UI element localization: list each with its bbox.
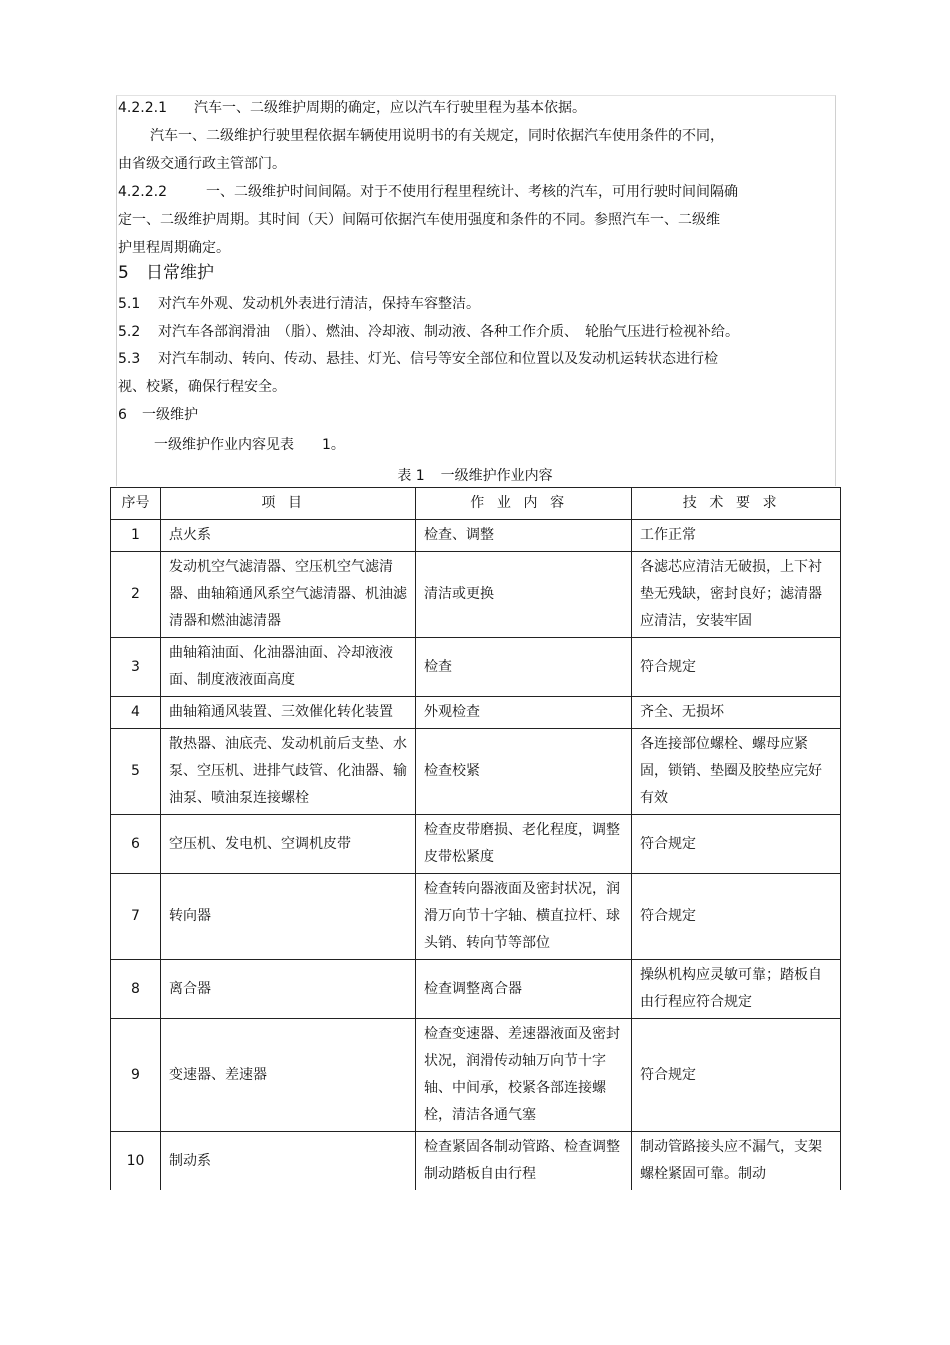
clause-5-1 xyxy=(118,295,480,313)
cell-no: 8 xyxy=(111,960,161,1019)
cell-item: 发动机空气滤清器、空压机空气滤清器、曲轴箱通风系空气滤清器、机油滤清器和燃油滤清器 xyxy=(161,552,416,638)
cell-requirement: 齐全、无损坏 xyxy=(632,697,841,729)
clause-number: 4.2.2.2 xyxy=(118,184,167,200)
table-caption-title: 一级维护作业内容 xyxy=(440,468,553,484)
column-header-item: 项目 xyxy=(161,488,416,520)
cell-work: 检查、调整 xyxy=(416,520,632,552)
cell-requirement: 符合规定 xyxy=(632,1019,841,1132)
cell-no: 1 xyxy=(111,520,161,552)
cell-no: 3 xyxy=(111,638,161,697)
column-header-requirement: 技术要求 xyxy=(632,488,841,520)
table-row xyxy=(111,638,841,697)
cell-item: 散热器、油底壳、发动机前后支垫、水泵、空压机、进排气歧管、化油器、输油泵、喷油泵连接螺栓 xyxy=(161,729,416,815)
table-row xyxy=(111,1132,841,1191)
table-row xyxy=(111,960,841,1019)
clause-number: 4.2.2.1 xyxy=(118,100,167,116)
section-title: 一级维护 xyxy=(142,407,198,423)
section-title: 日常维护 xyxy=(146,263,214,283)
cell-requirement: 各滤芯应清洁无破损，上下衬垫无残缺，密封良好；滤清器应清洁，安装牢固 xyxy=(632,552,841,638)
cell-work: 检查转向器液面及密封状况，润滑万向节十字轴、横直拉杆、球头销、转向节等部位 xyxy=(416,874,632,960)
paragraph-line: 汽车一、二级维护行驶里程依据车辆使用说明书的有关规定，同时依据汽车使用条件的不同， xyxy=(150,128,724,144)
cell-work: 检查变速器、差速器液面及密封状况，润滑传动轴万向节十字轴、中间承，校紧各部连接螺栓，清洁各通气塞 xyxy=(416,1019,632,1132)
cell-no: 2 xyxy=(111,552,161,638)
table-caption xyxy=(0,465,950,485)
paragraph-line: 视、校紧，确保行程安全。 xyxy=(118,379,286,395)
section-number: 6 xyxy=(118,407,127,423)
cell-item: 曲轴箱通风装置、三效催化转化装置 xyxy=(161,697,416,729)
cell-work: 检查紧固各制动管路、检查调整制动踏板自由行程 xyxy=(416,1132,632,1191)
paragraph-line: 护里程周期确定。 xyxy=(118,240,230,256)
paragraph-line: 定一、二级维护周期。其时间（天）间隔可依据汽车使用强度和条件的不同。参照汽车一、二级维 xyxy=(118,212,720,228)
column-header-work: 作业内容 xyxy=(416,488,632,520)
cell-item: 转向器 xyxy=(161,874,416,960)
cell-work: 检查皮带磨损、老化程度，调整皮带松紧度 xyxy=(416,815,632,874)
cell-requirement: 符合规定 xyxy=(632,874,841,960)
table-row xyxy=(111,1019,841,1132)
table-header-row xyxy=(111,488,841,520)
cell-requirement: 符合规定 xyxy=(632,815,841,874)
section-heading-5 xyxy=(118,264,214,282)
table-row xyxy=(111,729,841,815)
table-row xyxy=(111,874,841,960)
table-caption-label: 表 1 xyxy=(397,468,425,484)
cell-no: 6 xyxy=(111,815,161,874)
clause-number: 5.3 xyxy=(118,351,141,367)
table-row xyxy=(111,552,841,638)
cell-work: 检查 xyxy=(416,638,632,697)
column-header-no: 序号 xyxy=(111,488,161,520)
cell-requirement: 符合规定 xyxy=(632,638,841,697)
table-row xyxy=(111,520,841,552)
cell-item: 离合器 xyxy=(161,960,416,1019)
clause-number: 5.1 xyxy=(118,296,141,312)
cell-requirement: 制动管路接头应不漏气，支架螺栓紧固可靠。制动 xyxy=(632,1132,841,1191)
cell-no: 5 xyxy=(111,729,161,815)
cell-no: 7 xyxy=(111,874,161,960)
cell-item: 变速器、差速器 xyxy=(161,1019,416,1132)
cell-item: 点火系 xyxy=(161,520,416,552)
paragraph-text: 一、二级维护时间间隔。对于不使用行程里程统计、考核的汽车，可用行驶时间间隔确 xyxy=(206,184,738,200)
cell-work: 检查校紧 xyxy=(416,729,632,815)
clause-text: 对汽车制动、转向、传动、悬挂、灯光、信号等安全部位和位置以及发动机运转状态进行检 xyxy=(158,351,718,367)
cell-item: 制动系 xyxy=(161,1132,416,1191)
maintenance-table xyxy=(110,487,841,1190)
table-row xyxy=(111,697,841,729)
text-frame xyxy=(116,95,836,486)
cell-no: 9 xyxy=(111,1019,161,1132)
clause-number: 5.2 xyxy=(118,324,141,340)
clause-text: 对汽车各部润滑油 （脂）、燃油、冷却液、制动液、各种工作介质、 轮胎气压进行检视补给。 xyxy=(158,324,739,340)
clause-5-2 xyxy=(118,323,739,341)
cell-requirement: 工作正常 xyxy=(632,520,841,552)
cell-no: 10 xyxy=(111,1132,161,1191)
section-heading-6 xyxy=(118,406,198,424)
cell-work: 清洁或更换 xyxy=(416,552,632,638)
cell-no: 4 xyxy=(111,697,161,729)
paragraph-text: 汽车一、二级维护周期的确定，应以汽车行驶里程为基本依据。 xyxy=(194,100,586,116)
section-number: 5 xyxy=(118,263,129,283)
cell-work: 检查调整离合器 xyxy=(416,960,632,1019)
paragraph-line: 由省级交通行政主管部门。 xyxy=(118,156,286,172)
cell-work: 外观检查 xyxy=(416,697,632,729)
cell-item: 空压机、发电机、空调机皮带 xyxy=(161,815,416,874)
cell-requirement: 各连接部位螺栓、螺母应紧固，锁销、垫圈及胶垫应完好有效 xyxy=(632,729,841,815)
paragraph-4-2-2-2 xyxy=(118,183,738,201)
cell-requirement: 操纵机构应灵敏可靠；踏板自由行程应符合规定 xyxy=(632,960,841,1019)
paragraph-4-2-2-1 xyxy=(118,99,586,117)
table-row xyxy=(111,815,841,874)
clause-5-3 xyxy=(118,350,718,368)
clause-text: 对汽车外观、发动机外表进行清洁，保持车容整洁。 xyxy=(158,296,480,312)
paragraph-line: 一级维护作业内容见表 1。 xyxy=(154,437,345,453)
cell-item: 曲轴箱油面、化油器油面、冷却液液面、制度液液面高度 xyxy=(161,638,416,697)
